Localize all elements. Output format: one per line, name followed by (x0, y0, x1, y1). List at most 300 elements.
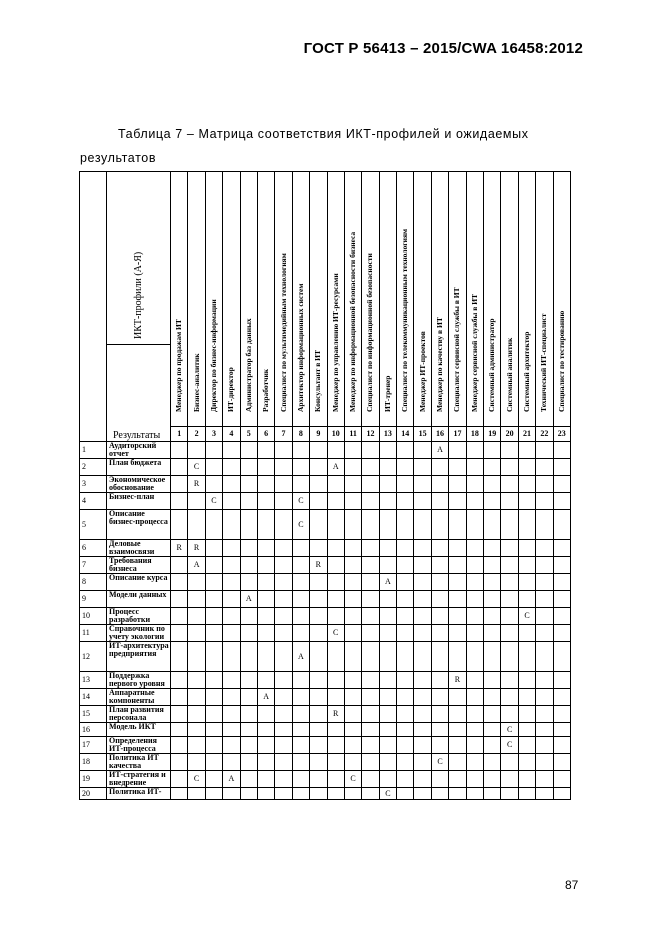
matrix-cell (171, 788, 188, 800)
table-row (80, 706, 571, 723)
row-label: Модель ИКТ (107, 723, 171, 737)
matrix-cell (518, 689, 535, 706)
matrix-cell: C (188, 771, 205, 788)
matrix-cell (362, 706, 379, 723)
matrix-cell: C (501, 737, 518, 754)
matrix-cell (171, 625, 188, 642)
matrix-cell (553, 442, 570, 459)
profile-label: Разработчик (261, 368, 271, 412)
matrix-cell (501, 608, 518, 625)
column-number: 23 (553, 427, 570, 442)
matrix-cell (466, 510, 483, 540)
matrix-cell (344, 672, 361, 689)
matrix-cell (240, 672, 257, 689)
matrix-cell (553, 672, 570, 689)
matrix-cell (275, 737, 292, 754)
matrix-cell (310, 442, 327, 459)
profile-header-cell (536, 172, 553, 427)
matrix-cell (397, 459, 414, 476)
row-number: 9 (80, 591, 107, 608)
column-number: 6 (257, 427, 274, 442)
matrix-cell (362, 754, 379, 771)
matrix-cell (553, 706, 570, 723)
matrix-cell (397, 476, 414, 493)
matrix-cell (466, 771, 483, 788)
table-row (80, 476, 571, 493)
matrix-cell (327, 442, 344, 459)
matrix-cell: R (188, 540, 205, 557)
matrix-cell: C (518, 608, 535, 625)
matrix-cell (449, 754, 466, 771)
column-number: 21 (518, 427, 535, 442)
matrix-cell (310, 476, 327, 493)
table-row (80, 493, 571, 510)
matrix-cell (205, 723, 222, 737)
matrix-cell (449, 540, 466, 557)
matrix-cell (553, 754, 570, 771)
matrix-cell (205, 672, 222, 689)
matrix-cell (292, 625, 309, 642)
matrix-cell (518, 754, 535, 771)
matrix-cell: A (327, 459, 344, 476)
row-label: Аудиторский отчет (107, 442, 171, 459)
matrix-cell (275, 591, 292, 608)
row-label: План развития персонала (107, 706, 171, 723)
matrix-cell (397, 672, 414, 689)
column-number: 4 (223, 427, 240, 442)
matrix-cell (205, 689, 222, 706)
matrix-cell (171, 723, 188, 737)
matrix-cell (518, 557, 535, 574)
matrix-cell (205, 476, 222, 493)
matrix-cell (379, 642, 396, 672)
matrix-cell (171, 476, 188, 493)
profile-header-cell (275, 172, 292, 427)
matrix-cell (449, 476, 466, 493)
matrix-cell (171, 642, 188, 672)
table-row (80, 557, 571, 574)
matrix-cell (466, 788, 483, 800)
matrix-cell (484, 642, 501, 672)
matrix-cell (397, 771, 414, 788)
matrix-cell (310, 510, 327, 540)
matrix-cell (327, 557, 344, 574)
matrix-cell (501, 706, 518, 723)
column-number: 12 (362, 427, 379, 442)
matrix-cell (466, 625, 483, 642)
row-number: 4 (80, 493, 107, 510)
matrix-cell (449, 608, 466, 625)
matrix-cell (553, 642, 570, 672)
matrix-cell: C (188, 459, 205, 476)
matrix-cell: A (240, 591, 257, 608)
table-row (80, 625, 571, 642)
matrix-cell (292, 771, 309, 788)
matrix-cell (205, 608, 222, 625)
row-label: Политика ИТ- (107, 788, 171, 800)
matrix-cell (501, 672, 518, 689)
row-number: 18 (80, 754, 107, 771)
matrix-cell (414, 754, 431, 771)
row-label: Процесс разработки (107, 608, 171, 625)
matrix-cell (536, 737, 553, 754)
profile-header-cell (379, 172, 396, 427)
matrix-cell (327, 510, 344, 540)
matrix-cell (501, 788, 518, 800)
profile-label: Бизнес-аналитик (191, 353, 201, 412)
matrix-cell (536, 771, 553, 788)
matrix-cell (397, 591, 414, 608)
matrix-cell (344, 459, 361, 476)
matrix-cell (553, 510, 570, 540)
matrix-cell (292, 591, 309, 608)
matrix-cell (292, 540, 309, 557)
matrix-cell (397, 557, 414, 574)
column-number: 18 (466, 427, 483, 442)
matrix-cell (257, 442, 274, 459)
matrix-cell (327, 608, 344, 625)
matrix-cell (223, 442, 240, 459)
matrix-cell (362, 476, 379, 493)
matrix-cell (188, 625, 205, 642)
matrix-cell (310, 723, 327, 737)
matrix-cell (327, 723, 344, 737)
matrix-cell (171, 672, 188, 689)
matrix-cell (553, 608, 570, 625)
matrix-cell (275, 608, 292, 625)
matrix-cell (449, 625, 466, 642)
matrix-cell (310, 493, 327, 510)
table-caption-continued: результатов (80, 151, 157, 165)
matrix-cell (466, 574, 483, 591)
matrix-cell (257, 625, 274, 642)
row-label: Аппаратные компоненты (107, 689, 171, 706)
matrix-cell (257, 540, 274, 557)
matrix-cell (310, 625, 327, 642)
matrix-cell (275, 625, 292, 642)
matrix-cell (501, 771, 518, 788)
matrix-cell (379, 625, 396, 642)
matrix-cell (171, 737, 188, 754)
matrix-cell (484, 540, 501, 557)
matrix-cell (379, 510, 396, 540)
matrix-cell (553, 476, 570, 493)
matrix-cell (344, 608, 361, 625)
matrix-cell (327, 642, 344, 672)
matrix-cell (484, 510, 501, 540)
matrix-cell (449, 459, 466, 476)
matrix-cell (362, 642, 379, 672)
matrix-cell (292, 754, 309, 771)
matrix-cell (344, 574, 361, 591)
profile-label: Менеджер ИТ-проектов (417, 331, 427, 412)
matrix-cell (275, 706, 292, 723)
matrix-cell (397, 493, 414, 510)
matrix-cell (362, 591, 379, 608)
matrix-cell (518, 771, 535, 788)
column-number: 2 (188, 427, 205, 442)
matrix-cell (310, 788, 327, 800)
row-number: 14 (80, 689, 107, 706)
matrix-cell (310, 459, 327, 476)
column-number: 22 (536, 427, 553, 442)
matrix-cell (275, 459, 292, 476)
matrix-cell (379, 442, 396, 459)
matrix-cell (501, 642, 518, 672)
table-row (80, 737, 571, 754)
column-number: 9 (310, 427, 327, 442)
matrix-cell (327, 476, 344, 493)
matrix-cell (379, 557, 396, 574)
profile-header-cell (344, 172, 361, 427)
row-number: 10 (80, 608, 107, 625)
matrix-cell: C (292, 510, 309, 540)
matrix-cell (553, 788, 570, 800)
matrix-cell (362, 459, 379, 476)
page-number: 87 (565, 878, 579, 892)
matrix-cell (344, 442, 361, 459)
matrix-cell (362, 608, 379, 625)
matrix-cell (431, 737, 448, 754)
matrix-cell (379, 737, 396, 754)
matrix-cell (344, 689, 361, 706)
matrix-cell (484, 723, 501, 737)
table-row (80, 754, 571, 771)
profile-label: Администратор баз данных (243, 318, 253, 412)
matrix-cell (484, 754, 501, 771)
profile-header-cell (171, 172, 188, 427)
matrix-cell (275, 557, 292, 574)
matrix-cell (431, 574, 448, 591)
matrix-cell (414, 459, 431, 476)
matrix-cell (414, 476, 431, 493)
matrix-cell (414, 493, 431, 510)
matrix-cell (362, 510, 379, 540)
column-number: 15 (414, 427, 431, 442)
profile-header-cell (205, 172, 222, 427)
matrix-cell (257, 476, 274, 493)
header-corner-cell (107, 172, 171, 442)
profile-header-cell (449, 172, 466, 427)
matrix-cell (518, 723, 535, 737)
matrix-cell (536, 706, 553, 723)
matrix-cell (240, 706, 257, 723)
column-number: 16 (431, 427, 448, 442)
profile-header-cell (362, 172, 379, 427)
matrix-cell (240, 476, 257, 493)
matrix-cell (205, 642, 222, 672)
matrix-cell (536, 476, 553, 493)
matrix-cell (414, 672, 431, 689)
matrix-cell (344, 737, 361, 754)
profile-label: Менеджер по управлению ИТ-ресурсами (330, 273, 340, 412)
matrix-cell (501, 625, 518, 642)
profile-header-cell (518, 172, 535, 427)
matrix-cell (240, 557, 257, 574)
matrix-cell: C (344, 771, 361, 788)
matrix-cell (205, 754, 222, 771)
matrix-cell (310, 672, 327, 689)
matrix-cell (518, 510, 535, 540)
matrix-cell (240, 442, 257, 459)
matrix-cell (466, 557, 483, 574)
matrix-cell (414, 540, 431, 557)
matrix-cell (223, 754, 240, 771)
matrix-cell (240, 540, 257, 557)
matrix-cell (362, 442, 379, 459)
matrix-cell (379, 493, 396, 510)
matrix-cell (257, 493, 274, 510)
matrix-cell (188, 574, 205, 591)
matrix-cell (188, 689, 205, 706)
matrix-cell (344, 642, 361, 672)
matrix-cell (275, 642, 292, 672)
row-number: 17 (80, 737, 107, 754)
profile-header-cell (501, 172, 518, 427)
table-caption: Таблица 7 – Матрица соответствия ИКТ-профилей и ожидаемых (118, 127, 529, 141)
header-blank-cell (80, 172, 107, 442)
matrix-cell (257, 788, 274, 800)
matrix-cell (449, 689, 466, 706)
matrix-cell (188, 788, 205, 800)
matrix-cell (275, 476, 292, 493)
matrix-cell (414, 442, 431, 459)
matrix-cell (484, 788, 501, 800)
table-row (80, 574, 571, 591)
matrix-cell (223, 706, 240, 723)
matrix-cell (484, 476, 501, 493)
matrix-cell (518, 672, 535, 689)
matrix-cell (431, 788, 448, 800)
matrix-cell (205, 788, 222, 800)
matrix-cell (292, 459, 309, 476)
profile-label: Консультант в ИТ (313, 350, 323, 412)
table-row (80, 689, 571, 706)
matrix-cell (397, 510, 414, 540)
profile-header-cell (397, 172, 414, 427)
matrix-cell (344, 723, 361, 737)
matrix-cell (188, 672, 205, 689)
matrix-cell (484, 574, 501, 591)
matrix-cell (536, 510, 553, 540)
matrix-cell (362, 723, 379, 737)
matrix-cell (362, 737, 379, 754)
matrix-cell (344, 557, 361, 574)
matrix-cell (536, 754, 553, 771)
matrix-cell (257, 672, 274, 689)
matrix-cell: R (310, 557, 327, 574)
matrix-cell (397, 540, 414, 557)
row-number: 20 (80, 788, 107, 800)
matrix-cell (171, 557, 188, 574)
matrix-cell (171, 591, 188, 608)
matrix-cell (553, 591, 570, 608)
matrix-cell (292, 608, 309, 625)
matrix-cell (466, 737, 483, 754)
matrix-cell: R (449, 672, 466, 689)
column-number: 8 (292, 427, 309, 442)
matrix-cell (344, 591, 361, 608)
matrix-cell (223, 510, 240, 540)
table-row (80, 591, 571, 608)
matrix-cell (466, 754, 483, 771)
matrix-cell (205, 625, 222, 642)
matrix-cell (362, 493, 379, 510)
profile-header-cell (553, 172, 570, 427)
matrix-cell: C (501, 723, 518, 737)
matrix-cell (240, 723, 257, 737)
matrix-cell (379, 608, 396, 625)
matrix-cell (501, 591, 518, 608)
matrix-cell (501, 540, 518, 557)
matrix-cell (188, 493, 205, 510)
matrix-cell (362, 672, 379, 689)
matrix-cell (223, 625, 240, 642)
matrix-cell (449, 442, 466, 459)
matrix-cell (379, 540, 396, 557)
matrix-cell (205, 442, 222, 459)
matrix-cell (362, 540, 379, 557)
matrix-cell (171, 754, 188, 771)
matrix-cell (536, 459, 553, 476)
profile-label: Системный администратор (487, 318, 497, 412)
column-number: 1 (171, 427, 188, 442)
row-label: Модели данных (107, 591, 171, 608)
row-label: Экономическое обоснование (107, 476, 171, 493)
matrix-cell (240, 608, 257, 625)
matrix-cell (171, 574, 188, 591)
matrix-cell (344, 788, 361, 800)
matrix-cell (205, 591, 222, 608)
document-header: ГОСТ Р 56413 – 2015/CWA 16458:2012 (303, 40, 583, 57)
matrix-cell: A (188, 557, 205, 574)
matrix-cell (205, 510, 222, 540)
matrix-cell (257, 706, 274, 723)
table-row (80, 642, 571, 672)
matrix-cell (223, 459, 240, 476)
matrix-cell (188, 723, 205, 737)
matrix-cell (310, 642, 327, 672)
matrix-cell (379, 672, 396, 689)
matrix-cell (257, 723, 274, 737)
profile-label: Специалист по мультимедийным технологиям (278, 253, 288, 412)
matrix-cell (397, 642, 414, 672)
matrix-cell (344, 476, 361, 493)
matrix-cell (431, 723, 448, 737)
matrix-cell (344, 510, 361, 540)
matrix-cell (536, 788, 553, 800)
column-number: 14 (397, 427, 414, 442)
column-number: 5 (240, 427, 257, 442)
matrix-cell (536, 608, 553, 625)
matrix-cell (449, 493, 466, 510)
column-number: 20 (501, 427, 518, 442)
matrix-cell (257, 591, 274, 608)
matrix-cell (240, 574, 257, 591)
matrix-cell (431, 591, 448, 608)
column-number: 3 (205, 427, 222, 442)
matrix-cell (188, 706, 205, 723)
matrix-cell (379, 476, 396, 493)
matrix-cell (275, 771, 292, 788)
matrix-cell (449, 723, 466, 737)
profile-label: ИТ-директор (226, 367, 236, 412)
row-label: Деловые взаимосвязи (107, 540, 171, 557)
matrix-cell (518, 737, 535, 754)
matrix-cell (536, 672, 553, 689)
matrix-cell (466, 672, 483, 689)
matrix-cell (414, 557, 431, 574)
